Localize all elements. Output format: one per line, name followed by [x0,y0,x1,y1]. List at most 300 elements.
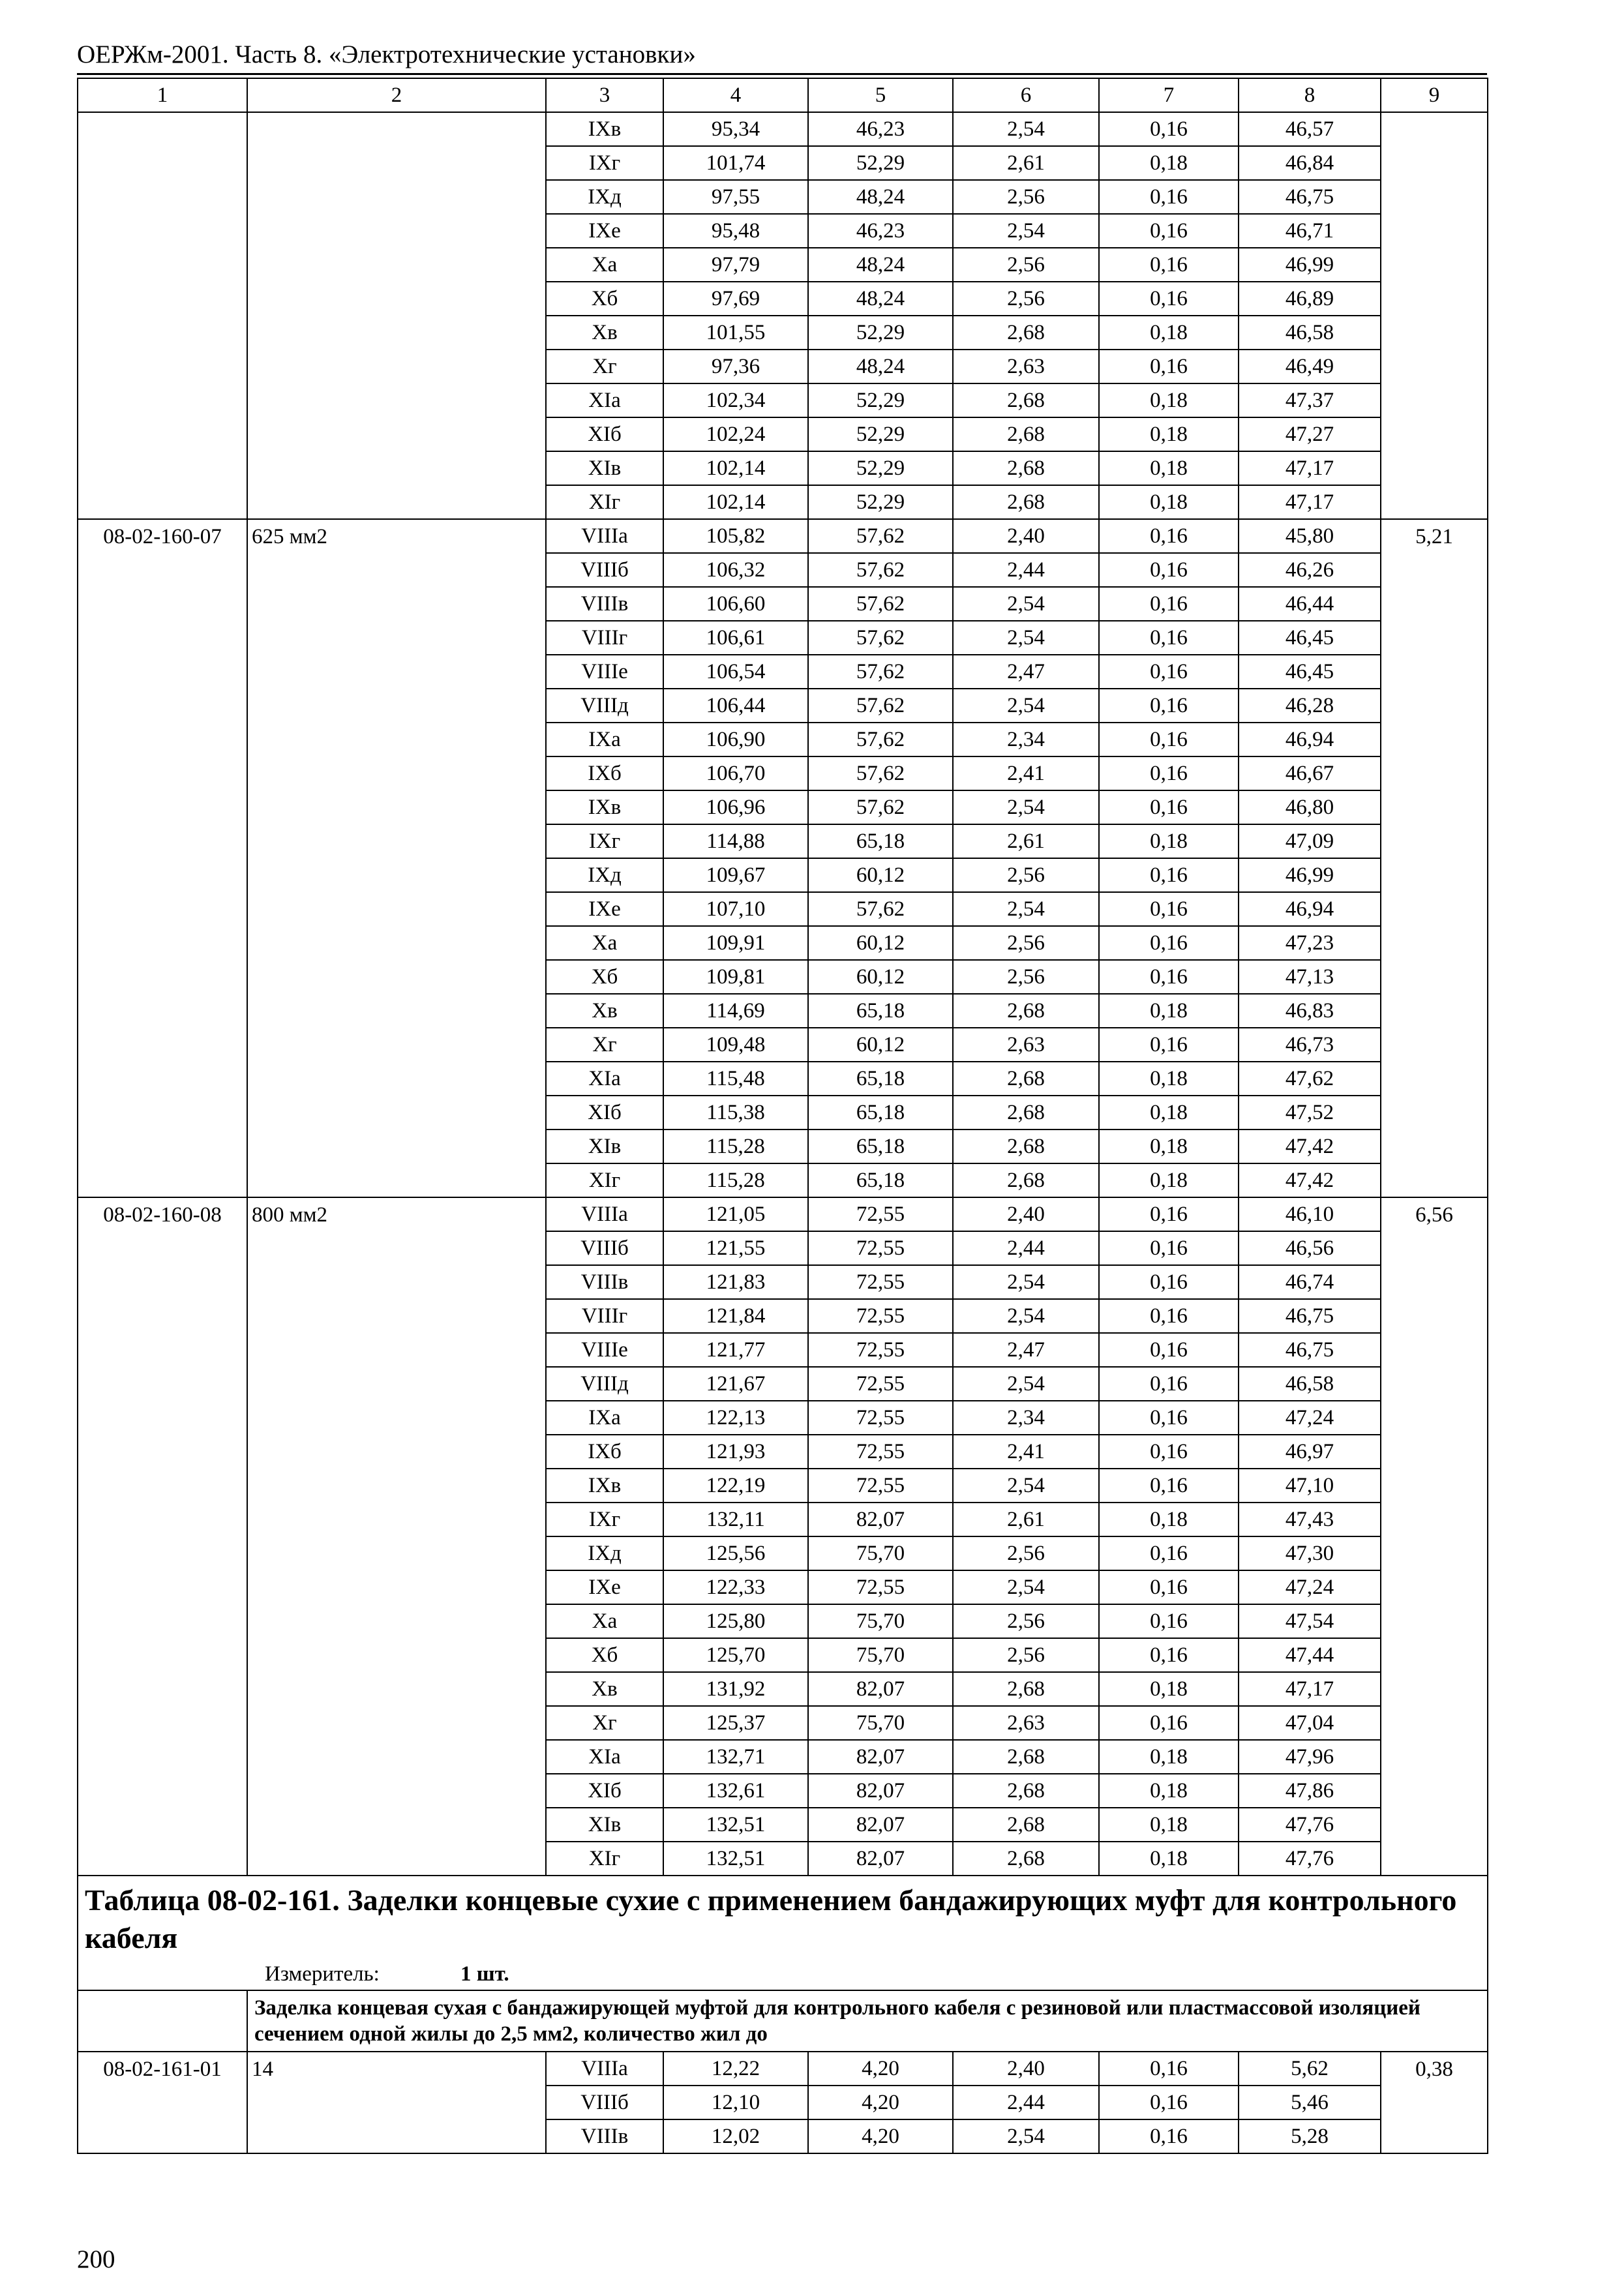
rates-table [77,78,1488,2154]
wages-cell: 57,62 [808,756,953,790]
driver-wages-cell: 0,16 [1099,1570,1239,1604]
wages-cell: 72,55 [808,1333,953,1367]
zone-cell: Xг [546,1028,663,1062]
materials-cell: 46,44 [1239,587,1381,621]
driver-wages-cell: 0,16 [1099,1401,1239,1435]
zone-cell: IXв [546,112,663,146]
driver-wages-cell: 0,18 [1099,1062,1239,1096]
materials-cell: 46,97 [1239,1435,1381,1469]
machines-cell: 2,54 [953,587,1099,621]
driver-wages-cell: 0,16 [1099,926,1239,960]
materials-cell: 47,54 [1239,1604,1381,1638]
wages-cell: 46,23 [808,112,953,146]
wages-cell: 48,24 [808,350,953,383]
col9-cell: 5,21 [1381,519,1488,1197]
materials-cell: 46,99 [1239,858,1381,892]
materials-cell: 47,23 [1239,926,1381,960]
wages-cell: 72,55 [808,1231,953,1265]
materials-cell: 46,94 [1239,892,1381,926]
zone-cell: VIIIв [546,2119,663,2153]
driver-wages-cell: 0,16 [1099,248,1239,282]
code-cell-continued [78,112,247,519]
name-cell: 14 [247,2052,546,2153]
total-cell: 125,80 [663,1604,808,1638]
driver-wages-cell: 0,16 [1099,655,1239,689]
total-cell: 106,96 [663,790,808,824]
total-cell: 115,28 [663,1163,808,1197]
materials-cell: 47,04 [1239,1706,1381,1740]
machines-cell: 2,56 [953,1604,1099,1638]
driver-wages-cell: 0,16 [1099,960,1239,994]
table2-description: Заделка концевая сухая с бандажирующей муфтой для контрольного кабеля с резиновой или пластмассовой изоляцией сечением одной жилы до 2,5 мм2, количество жил до [247,1990,1488,2052]
wages-cell: 60,12 [808,858,953,892]
wages-cell: 82,07 [808,1774,953,1808]
materials-cell: 47,86 [1239,1774,1381,1808]
materials-cell: 47,24 [1239,1401,1381,1435]
wages-cell: 72,55 [808,1435,953,1469]
page-number: 200 [77,2245,115,2273]
driver-wages-cell: 0,16 [1099,1706,1239,1740]
total-cell: 131,92 [663,1672,808,1706]
driver-wages-cell: 0,16 [1099,1197,1239,1231]
total-cell: 97,36 [663,350,808,383]
total-cell: 121,84 [663,1299,808,1333]
driver-wages-cell: 0,18 [1099,417,1239,451]
total-cell: 95,34 [663,112,808,146]
driver-wages-cell: 0,18 [1099,146,1239,180]
column-number: 8 [1239,78,1381,112]
total-cell: 102,24 [663,417,808,451]
driver-wages-cell: 0,18 [1099,451,1239,485]
machines-cell: 2,54 [953,2119,1099,2153]
machines-cell: 2,47 [953,655,1099,689]
machines-cell: 2,68 [953,1163,1099,1197]
materials-cell: 46,94 [1239,723,1381,756]
zone-cell: Xг [546,1706,663,1740]
column-number: 6 [953,78,1099,112]
materials-cell: 5,28 [1239,2119,1381,2153]
materials-cell: 46,67 [1239,756,1381,790]
wages-cell: 52,29 [808,316,953,350]
zone-cell: IXд [546,1536,663,1570]
materials-cell: 47,42 [1239,1130,1381,1163]
wages-cell: 65,18 [808,824,953,858]
driver-wages-cell: 0,16 [1099,1028,1239,1062]
materials-cell: 47,17 [1239,451,1381,485]
machines-cell: 2,56 [953,926,1099,960]
zone-cell: VIIIе [546,655,663,689]
wages-cell: 57,62 [808,519,953,553]
machines-cell: 2,34 [953,1401,1099,1435]
machines-cell: 2,68 [953,1808,1099,1842]
total-cell: 105,82 [663,519,808,553]
total-cell: 132,51 [663,1808,808,1842]
table2-title-cell [78,1876,1488,1990]
driver-wages-cell: 0,16 [1099,892,1239,926]
driver-wages-cell: 0,16 [1099,1367,1239,1401]
materials-cell: 47,62 [1239,1062,1381,1096]
total-cell: 132,11 [663,1503,808,1536]
zone-cell: Xв [546,994,663,1028]
column-number: 4 [663,78,808,112]
column-number: 7 [1099,78,1239,112]
code-cell: 08-02-160-08 [78,1197,247,1876]
materials-cell: 46,99 [1239,248,1381,282]
materials-cell: 47,17 [1239,1672,1381,1706]
machines-cell: 2,56 [953,282,1099,316]
total-cell: 102,14 [663,451,808,485]
zone-cell: IXг [546,824,663,858]
total-cell: 121,67 [663,1367,808,1401]
wages-cell: 4,20 [808,2119,953,2153]
meter-row [85,1961,1481,1987]
machines-cell: 2,40 [953,2052,1099,2086]
driver-wages-cell: 0,16 [1099,858,1239,892]
driver-wages-cell: 0,16 [1099,112,1239,146]
driver-wages-cell: 0,18 [1099,1130,1239,1163]
wages-cell: 48,24 [808,248,953,282]
total-cell: 121,93 [663,1435,808,1469]
driver-wages-cell: 0,16 [1099,621,1239,655]
machines-cell: 2,54 [953,621,1099,655]
zone-cell: XIг [546,1842,663,1876]
driver-wages-cell: 0,18 [1099,1842,1239,1876]
materials-cell: 47,17 [1239,485,1381,519]
zone-cell: Xа [546,926,663,960]
driver-wages-cell: 0,16 [1099,1265,1239,1299]
materials-cell: 47,44 [1239,1638,1381,1672]
machines-cell: 2,54 [953,112,1099,146]
total-cell: 122,19 [663,1469,808,1503]
name-cell-continued [247,112,546,519]
name-cell: 800 мм2 [247,1197,546,1876]
total-cell: 106,54 [663,655,808,689]
wages-cell: 72,55 [808,1197,953,1231]
zone-cell: XIб [546,1096,663,1130]
materials-cell: 47,10 [1239,1469,1381,1503]
description-code-cell [78,1990,247,2052]
machines-cell: 2,47 [953,1333,1099,1367]
machines-cell: 2,44 [953,1231,1099,1265]
col9-cell: 0,38 [1381,2052,1488,2153]
machines-cell: 2,68 [953,316,1099,350]
wages-cell: 52,29 [808,146,953,180]
total-cell: 125,70 [663,1638,808,1672]
materials-cell: 46,45 [1239,621,1381,655]
driver-wages-cell: 0,16 [1099,2052,1239,2086]
materials-cell: 46,71 [1239,214,1381,248]
wages-cell: 72,55 [808,1401,953,1435]
total-cell: 97,55 [663,180,808,214]
wages-cell: 75,70 [808,1706,953,1740]
column-number: 3 [546,78,663,112]
wages-cell: 65,18 [808,1062,953,1096]
total-cell: 132,71 [663,1740,808,1774]
total-cell: 132,61 [663,1774,808,1808]
wages-cell: 82,07 [808,1740,953,1774]
wages-cell: 65,18 [808,1130,953,1163]
driver-wages-cell: 0,16 [1099,2119,1239,2153]
zone-cell: XIг [546,1163,663,1197]
machines-cell: 2,40 [953,1197,1099,1231]
materials-cell: 46,75 [1239,180,1381,214]
wages-cell: 72,55 [808,1265,953,1299]
total-cell: 121,05 [663,1197,808,1231]
driver-wages-cell: 0,16 [1099,790,1239,824]
wages-cell: 48,24 [808,282,953,316]
wages-cell: 60,12 [808,926,953,960]
zone-cell: VIIIб [546,2086,663,2119]
materials-cell: 46,74 [1239,1265,1381,1299]
materials-cell: 46,10 [1239,1197,1381,1231]
wages-cell: 65,18 [808,1096,953,1130]
machines-cell: 2,41 [953,756,1099,790]
driver-wages-cell: 0,18 [1099,1774,1239,1808]
driver-wages-cell: 0,16 [1099,756,1239,790]
driver-wages-cell: 0,18 [1099,1096,1239,1130]
wages-cell: 57,62 [808,621,953,655]
total-cell: 102,34 [663,383,808,417]
wages-cell: 57,62 [808,790,953,824]
driver-wages-cell: 0,16 [1099,1299,1239,1333]
zone-cell: Xб [546,960,663,994]
machines-cell: 2,63 [953,350,1099,383]
materials-cell: 5,62 [1239,2052,1381,2086]
machines-cell: 2,56 [953,1536,1099,1570]
machines-cell: 2,54 [953,1265,1099,1299]
machines-cell: 2,34 [953,723,1099,756]
machines-cell: 2,54 [953,1570,1099,1604]
column-number-row [78,78,1488,112]
wages-cell: 52,29 [808,417,953,451]
driver-wages-cell: 0,16 [1099,350,1239,383]
driver-wages-cell: 0,16 [1099,553,1239,587]
zone-cell: VIIIв [546,587,663,621]
zone-cell: IXа [546,723,663,756]
machines-cell: 2,68 [953,1740,1099,1774]
driver-wages-cell: 0,18 [1099,1672,1239,1706]
driver-wages-cell: 0,16 [1099,1333,1239,1367]
wages-cell: 52,29 [808,451,953,485]
machines-cell: 2,68 [953,451,1099,485]
materials-cell: 47,24 [1239,1570,1381,1604]
wages-cell: 72,55 [808,1469,953,1503]
total-cell: 106,32 [663,553,808,587]
zone-cell: IXг [546,146,663,180]
table-row [78,2052,1488,2086]
machines-cell: 2,54 [953,1367,1099,1401]
machines-cell: 2,63 [953,1028,1099,1062]
zone-cell: IXе [546,214,663,248]
zone-cell: IXе [546,1570,663,1604]
zone-cell: VIIIа [546,519,663,553]
driver-wages-cell: 0,16 [1099,1604,1239,1638]
total-cell: 114,88 [663,824,808,858]
code-cell: 08-02-160-07 [78,519,247,1197]
materials-cell: 46,83 [1239,994,1381,1028]
zone-cell: VIIIа [546,2052,663,2086]
code-cell: 08-02-161-01 [78,2052,247,2153]
machines-cell: 2,54 [953,892,1099,926]
zone-cell: VIIIб [546,1231,663,1265]
total-cell: 122,33 [663,1570,808,1604]
zone-cell: XIа [546,1062,663,1096]
zone-cell: XIв [546,1130,663,1163]
machines-cell: 2,68 [953,1842,1099,1876]
materials-cell: 47,13 [1239,960,1381,994]
materials-cell: 47,76 [1239,1842,1381,1876]
table-row [78,112,1488,146]
materials-cell: 46,80 [1239,790,1381,824]
machines-cell: 2,54 [953,689,1099,723]
machines-cell: 2,56 [953,248,1099,282]
total-cell: 114,69 [663,994,808,1028]
zone-cell: VIIIг [546,1299,663,1333]
driver-wages-cell: 0,16 [1099,689,1239,723]
zone-cell: IXб [546,756,663,790]
table-row [78,519,1488,553]
materials-cell: 46,57 [1239,112,1381,146]
total-cell: 121,77 [663,1333,808,1367]
machines-cell: 2,68 [953,1096,1099,1130]
machines-cell: 2,56 [953,180,1099,214]
materials-cell: 47,52 [1239,1096,1381,1130]
wages-cell: 52,29 [808,383,953,417]
driver-wages-cell: 0,16 [1099,1469,1239,1503]
table2-description-row [78,1990,1488,2052]
total-cell: 102,14 [663,485,808,519]
total-cell: 107,10 [663,892,808,926]
zone-cell: IXе [546,892,663,926]
total-cell: 121,83 [663,1265,808,1299]
zone-cell: XIг [546,485,663,519]
driver-wages-cell: 0,18 [1099,1163,1239,1197]
wages-cell: 4,20 [808,2086,953,2119]
materials-cell: 46,26 [1239,553,1381,587]
total-cell: 106,61 [663,621,808,655]
wages-cell: 57,62 [808,689,953,723]
wages-cell: 82,07 [808,1808,953,1842]
driver-wages-cell: 0,16 [1099,723,1239,756]
machines-cell: 2,44 [953,2086,1099,2119]
meter-value: 1 шт. [460,1962,509,1986]
machines-cell: 2,61 [953,824,1099,858]
total-cell: 109,48 [663,1028,808,1062]
zone-cell: VIIIг [546,621,663,655]
machines-cell: 2,68 [953,1672,1099,1706]
wages-cell: 82,07 [808,1672,953,1706]
wages-cell: 60,12 [808,1028,953,1062]
total-cell: 125,56 [663,1536,808,1570]
column-number: 5 [808,78,953,112]
wages-cell: 75,70 [808,1536,953,1570]
zone-cell: Xв [546,1672,663,1706]
total-cell: 109,81 [663,960,808,994]
machines-cell: 2,68 [953,994,1099,1028]
driver-wages-cell: 0,18 [1099,824,1239,858]
materials-cell: 46,89 [1239,282,1381,316]
machines-cell: 2,68 [953,417,1099,451]
table-row [78,1197,1488,1231]
wages-cell: 82,07 [808,1503,953,1536]
materials-cell: 47,76 [1239,1808,1381,1842]
zone-cell: XIв [546,1808,663,1842]
wages-cell: 60,12 [808,960,953,994]
zone-cell: VIIIа [546,1197,663,1231]
driver-wages-cell: 0,16 [1099,1638,1239,1672]
zone-cell: Xб [546,282,663,316]
materials-cell: 46,75 [1239,1333,1381,1367]
machines-cell: 2,54 [953,790,1099,824]
zone-cell: XIб [546,417,663,451]
total-cell: 106,90 [663,723,808,756]
zone-cell: XIа [546,1740,663,1774]
wages-cell: 65,18 [808,994,953,1028]
zone-cell: XIа [546,383,663,417]
total-cell: 101,74 [663,146,808,180]
materials-cell: 46,28 [1239,689,1381,723]
materials-cell: 47,30 [1239,1536,1381,1570]
materials-cell: 46,49 [1239,350,1381,383]
wages-cell: 82,07 [808,1842,953,1876]
zone-cell: IXв [546,1469,663,1503]
table2-title: Таблица 08-02-161. Заделки концевые сухие с применением бандажирующих муфт для контрольного кабеля [85,1883,1457,1954]
driver-wages-cell: 0,16 [1099,180,1239,214]
machines-cell: 2,68 [953,1062,1099,1096]
total-cell: 109,91 [663,926,808,960]
materials-cell: 47,42 [1239,1163,1381,1197]
machines-cell: 2,44 [953,553,1099,587]
zone-cell: VIIIе [546,1333,663,1367]
materials-cell: 47,27 [1239,417,1381,451]
wages-cell: 57,62 [808,723,953,756]
machines-cell: 2,68 [953,383,1099,417]
zone-cell: IXб [546,1435,663,1469]
wages-cell: 75,70 [808,1604,953,1638]
total-cell: 12,02 [663,2119,808,2153]
materials-cell: 46,45 [1239,655,1381,689]
wages-cell: 75,70 [808,1638,953,1672]
total-cell: 12,10 [663,2086,808,2119]
machines-cell: 2,61 [953,146,1099,180]
wages-cell: 57,62 [808,587,953,621]
driver-wages-cell: 0,16 [1099,1536,1239,1570]
zone-cell: IXа [546,1401,663,1435]
wages-cell: 57,62 [808,553,953,587]
total-cell: 106,70 [663,756,808,790]
zone-cell: IXд [546,858,663,892]
zone-cell: Xа [546,248,663,282]
driver-wages-cell: 0,18 [1099,316,1239,350]
total-cell: 115,38 [663,1096,808,1130]
wages-cell: 48,24 [808,180,953,214]
driver-wages-cell: 0,18 [1099,994,1239,1028]
zone-cell: Xг [546,350,663,383]
total-cell: 12,22 [663,2052,808,2086]
zone-cell: VIIIв [546,1265,663,1299]
table2-title-row [78,1876,1488,1990]
machines-cell: 2,68 [953,485,1099,519]
materials-cell: 46,73 [1239,1028,1381,1062]
col9-cell: 6,56 [1381,1197,1488,1876]
driver-wages-cell: 0,18 [1099,485,1239,519]
machines-cell: 2,63 [953,1706,1099,1740]
machines-cell: 2,40 [953,519,1099,553]
total-cell: 97,69 [663,282,808,316]
column-number: 9 [1381,78,1488,112]
materials-cell: 47,37 [1239,383,1381,417]
driver-wages-cell: 0,16 [1099,519,1239,553]
